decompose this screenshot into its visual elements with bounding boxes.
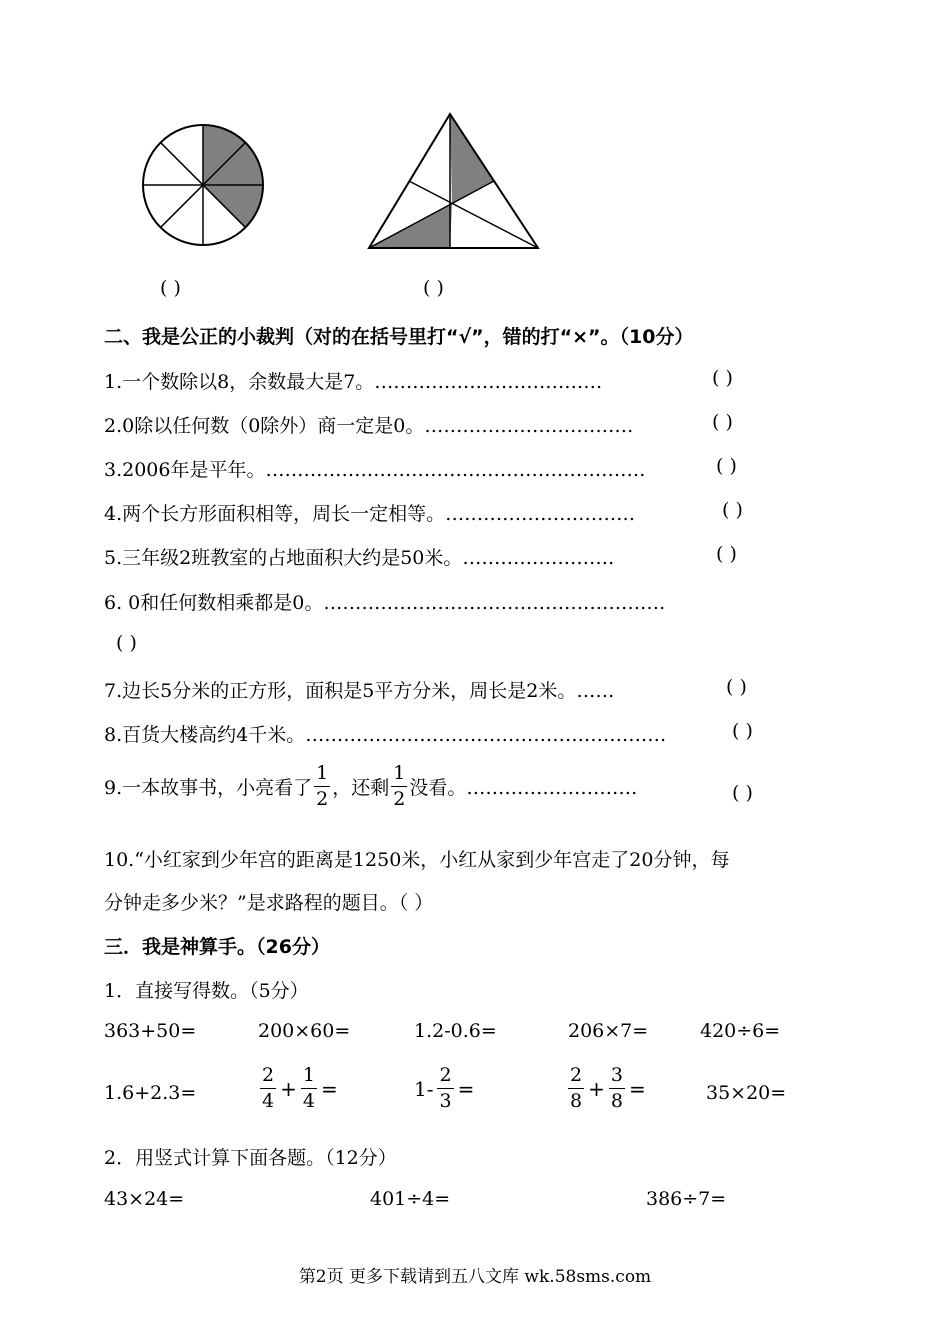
judge-item-1: 1.一个数除以8，余数最大是7。……………………………… bbox=[104, 371, 603, 393]
judge-item-2-paren[interactable]: ( ) bbox=[712, 411, 733, 433]
fraction-numerator: 2 bbox=[568, 1066, 584, 1089]
fraction-denominator: 2 bbox=[393, 788, 406, 810]
judge-item-1-paren[interactable]: ( ) bbox=[712, 367, 733, 389]
q1-title: 1．直接写得数。（5分） bbox=[104, 980, 309, 1002]
calc-6: 1.6+2.3= bbox=[104, 1082, 197, 1104]
judge-item-9-text-b: ，还剩 bbox=[332, 777, 390, 799]
section3-heading: 三．我是神算手。（26分） bbox=[104, 936, 330, 958]
judge-item-8: 8.百货大楼高约4千米。………………………………………………… bbox=[104, 724, 667, 746]
fraction-numerator: 1 bbox=[314, 764, 330, 787]
fraction bbox=[260, 1066, 276, 1111]
judge-item-7-paren[interactable]: ( ) bbox=[726, 676, 747, 698]
fraction-denominator: 3 bbox=[439, 1090, 452, 1112]
vertical-calc-2: 401÷4= bbox=[370, 1188, 451, 1210]
fraction bbox=[301, 1066, 317, 1111]
calc-2: 200×60= bbox=[258, 1020, 351, 1042]
triangle-figure bbox=[362, 108, 544, 252]
calc-3: 1.2-0.6= bbox=[414, 1020, 497, 1042]
judge-item-6-paren[interactable]: ( ) bbox=[116, 632, 137, 654]
fraction-denominator: 8 bbox=[610, 1090, 623, 1112]
calc-1: 363+50= bbox=[104, 1020, 197, 1042]
fraction-one-half-a bbox=[314, 764, 330, 809]
page-footer: 第2页 更多下载请到五八文库 wk.58sms.com bbox=[298, 1267, 652, 1287]
judge-item-5: 5.三年级2班教室的占地面积大约是50米。…………………… bbox=[104, 547, 615, 569]
judge-item-7: 7.边长5分米的正方形，面积是5平方分米，周长是2米。…… bbox=[104, 680, 615, 702]
fraction-numerator: 3 bbox=[609, 1066, 625, 1089]
equals-sign: = bbox=[628, 1076, 646, 1101]
judge-item-5-paren[interactable]: ( ) bbox=[716, 543, 737, 565]
one-minus: 1- bbox=[414, 1076, 434, 1101]
judge-item-3-paren[interactable]: ( ) bbox=[716, 455, 737, 477]
fraction-denominator: 8 bbox=[570, 1090, 583, 1112]
judge-item-4-paren[interactable]: ( ) bbox=[722, 499, 743, 521]
circle-answer-paren[interactable]: ( ) bbox=[160, 277, 181, 299]
judge-item-2: 2.0除以任何数（0除外）商一定是0。…………………………… bbox=[104, 415, 634, 437]
plus-sign: + bbox=[588, 1076, 605, 1101]
fraction-numerator: 1 bbox=[301, 1066, 317, 1089]
fraction-one-half-b bbox=[391, 764, 407, 809]
fraction-denominator: 4 bbox=[262, 1090, 275, 1112]
judge-item-9-text-c: 没看。……………………… bbox=[409, 777, 638, 799]
fraction-numerator: 2 bbox=[260, 1066, 276, 1089]
calc-9 bbox=[566, 1066, 648, 1111]
fraction bbox=[568, 1066, 584, 1111]
judge-item-9 bbox=[104, 764, 637, 809]
judge-item-4: 4.两个长方形面积相等，周长一定相等。………………………… bbox=[104, 503, 636, 525]
equals-sign: = bbox=[320, 1076, 338, 1101]
judge-item-6: 6. 0和任何数相乘都是0。……………………………………………… bbox=[104, 592, 666, 614]
q2-title: 2．用竖式计算下面各题。（12分） bbox=[104, 1147, 397, 1169]
judge-item-10-line2: 分钟走多少米？”是求路程的题目。（ ） bbox=[104, 892, 434, 914]
judge-item-9-text-a: 9.一本故事书，小亮看了 bbox=[104, 777, 313, 799]
equals-sign: = bbox=[457, 1076, 475, 1101]
judge-item-9-paren[interactable]: ( ) bbox=[732, 782, 753, 804]
triangle-answer-paren[interactable]: ( ) bbox=[423, 277, 444, 299]
fraction-denominator: 2 bbox=[316, 788, 329, 810]
calc-4: 206×7= bbox=[568, 1020, 649, 1042]
fraction bbox=[609, 1066, 625, 1111]
plus-sign: + bbox=[280, 1076, 297, 1101]
fraction-denominator: 4 bbox=[302, 1090, 315, 1112]
judge-item-3: 3.2006年是平年。…………………………………………………… bbox=[104, 459, 646, 481]
section2-heading: 二、我是公正的小裁判（对的在括号里打“√”，错的打“×”。（10分） bbox=[104, 326, 694, 348]
judge-item-10-line1: 10.“小红家到少年宫的距离是1250米，小红从家到少年宫走了20分钟，每 bbox=[104, 849, 730, 871]
calc-5: 420÷6= bbox=[700, 1020, 781, 1042]
calc-10: 35×20= bbox=[706, 1082, 787, 1104]
circle-figure bbox=[138, 122, 268, 248]
vertical-calc-3: 386÷7= bbox=[646, 1188, 727, 1210]
vertical-calc-1: 43×24= bbox=[104, 1188, 185, 1210]
fraction bbox=[437, 1066, 453, 1111]
calc-7 bbox=[258, 1066, 340, 1111]
fraction-numerator: 1 bbox=[391, 764, 407, 787]
judge-item-8-paren[interactable]: ( ) bbox=[732, 720, 753, 742]
fraction-numerator: 2 bbox=[437, 1066, 453, 1089]
calc-8 bbox=[412, 1066, 476, 1111]
